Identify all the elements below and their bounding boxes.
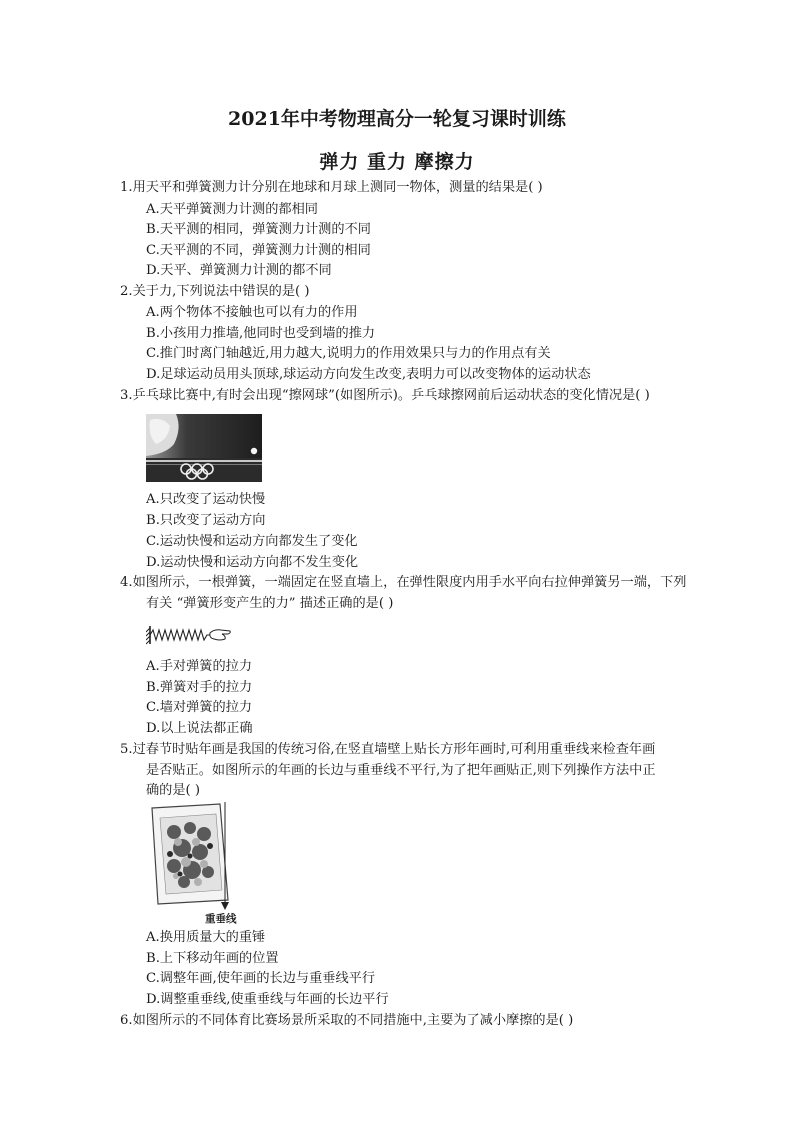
question-1-option-c: C.天平测的不同，弹簧测力计测的相同 (146, 243, 371, 258)
question-1-option-d: D.天平、弹簧测力计测的都不同 (146, 263, 332, 278)
question-3-option-d: D.运动快慢和运动方向都不发生变化 (146, 555, 359, 570)
question-4-option-c: C.墙对弹簧的拉力 (146, 700, 253, 715)
question-2-option-b: B.小孩用力推墙,他同时也受到墙的推力 (146, 326, 376, 341)
question-2-option-d: D.足球运动员用头顶球,球运动方向发生改变,表明力可以改变物体的运动状态 (146, 367, 591, 382)
document-subtitle: 弹力 重力 摩擦力 (319, 151, 475, 173)
question-5-option-d: D.调整重垂线,使重垂线与年画的长边平行 (146, 992, 389, 1007)
question-4-option-a: A.手对弹簧的拉力 (146, 659, 253, 674)
question-3-option-c: C.运动快慢和运动方向都发生了变化 (146, 534, 358, 549)
question-5-stem-continued: 是否贴正。如图所示的年画的长边与重垂线不平行,为了把年画贴正,则下列操作方法中正 (146, 763, 656, 778)
question-3-option-a: A.只改变了运动快慢 (146, 492, 266, 507)
question-3-stem: 3.乒乓球比赛中,有时会出现“擦网球”(如图所示)。乒乓球擦网前后运动状态的变化情况是( ) (120, 388, 650, 403)
question-2-option-a: A.两个物体不接触也可以有力的作用 (146, 305, 358, 320)
question-4-stem: 4.如图所示，一根弹簧，一端固定在竖直墙上，在弹性限度内用手水平向右拉伸弹簧另一端，下列 (120, 575, 687, 590)
table-tennis-net-ball-photo (146, 414, 262, 482)
question-1-option-a: A.天平弹簧测力计测的都相同 (146, 202, 318, 217)
question-4-option-b: B.弹簧对手的拉力 (146, 680, 253, 695)
question-3-option-b: B.只改变了运动方向 (146, 513, 266, 528)
document-title: 2021年中考物理高分一轮复习课时训练 (228, 108, 566, 130)
question-5-stem: 5.过春节时贴年画是我国的传统习俗,在竖直墙壁上贴长方形年画时,可利用重垂线来检查年画 (120, 742, 656, 757)
question-4-stem-continued: 有关 “弹簧形变产生的力” 描述正确的是( ) (146, 596, 394, 611)
question-5-option-a: A.换用质量大的重锤 (146, 930, 266, 945)
question-5-stem-continued-2: 确的是( ) (146, 783, 201, 798)
question-4-option-d: D.以上说法都正确 (146, 721, 253, 736)
question-5-option-c: C.调整年画,使年画的长边与重垂线平行 (146, 971, 376, 986)
new-year-picture-plumb-line-figure (146, 802, 246, 914)
question-6-stem: 6.如图所示的不同体育比赛场景所采取的不同措施中,主要为了减小摩擦的是( ) (120, 1013, 574, 1028)
question-1-stem: 1.用天平和弹簧测力计分别在地球和月球上测同一物体，测量的结果是( ) (120, 180, 543, 195)
spring-wall-hand-diagram (146, 624, 232, 646)
plumb-line-label: 重垂线 (205, 913, 237, 925)
question-5-option-b: B.上下移动年画的位置 (146, 951, 279, 966)
question-1-option-b: B.天平测的相同，弹簧测力计测的不同 (146, 222, 371, 237)
question-2-option-c: C.推门时离门轴越近,用力越大,说明力的作用效果只与力的作用点有关 (146, 346, 551, 361)
question-2-stem: 2.关于力,下列说法中错误的是( ) (120, 284, 310, 299)
